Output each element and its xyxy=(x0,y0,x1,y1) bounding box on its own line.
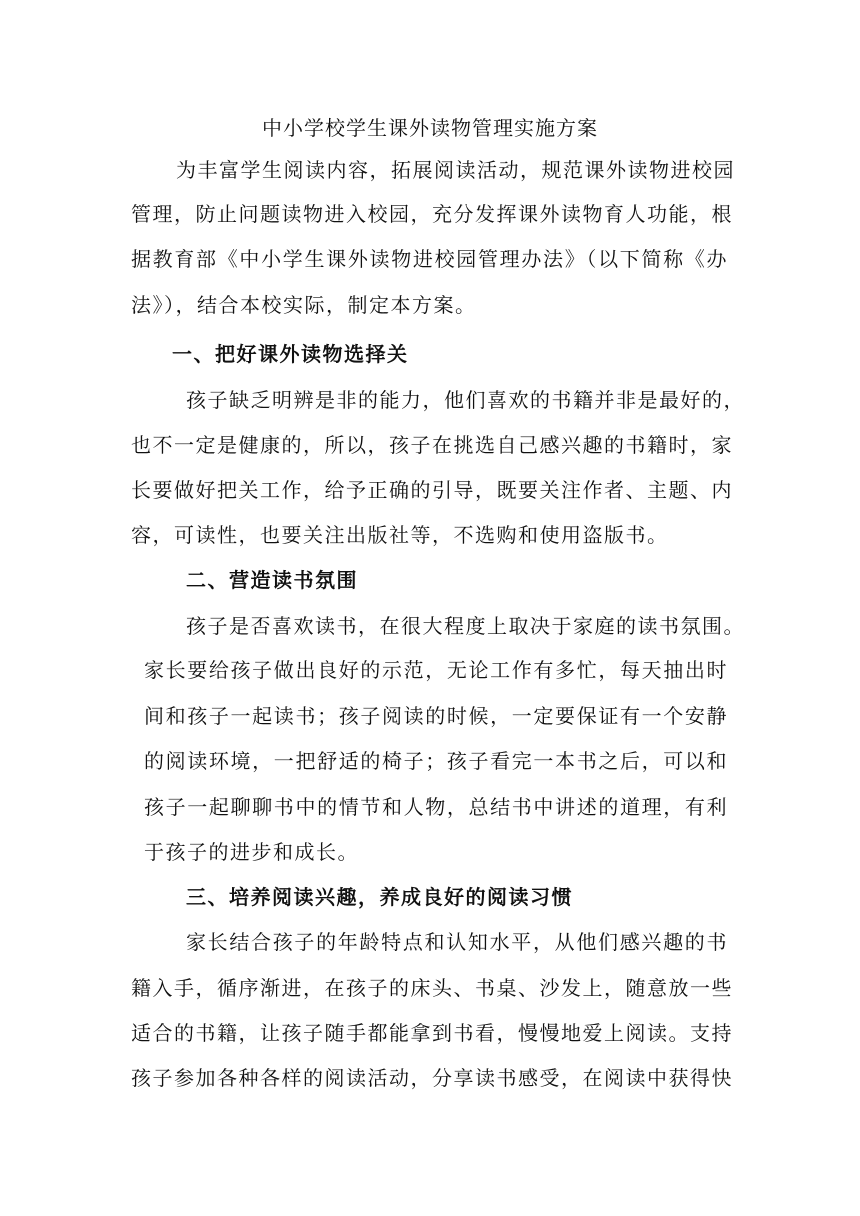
section-2-heading: 二、营造读书氛围 xyxy=(186,568,358,592)
section-2-line-3: 间和孩子一起读书；孩子阅读的时候，一定要保证有一个安静 xyxy=(144,704,728,728)
intro-line-1: 为丰富学生阅读内容，拓展阅读活动，规范课外读物进校园 xyxy=(176,158,735,182)
section-1-line-3: 长要做好把关工作，给予正确的引导，既要关注作者、主题、内 xyxy=(131,478,733,502)
section-1-line-1: 孩子缺乏明辨是非的能力，他们喜欢的书籍并非是最好的， xyxy=(186,388,745,412)
section-2-line-2: 家长要给孩子做出良好的示范，无论工作有多忙，每天抽出时 xyxy=(144,658,728,682)
section-2-line-1: 孩子是否喜欢读书，在很大程度上取决于家庭的读书氛围。 xyxy=(186,614,745,638)
section-1-line-4: 容，可读性，也要关注出版社等，不选购和使用盗版书。 xyxy=(131,523,669,547)
intro-line-3: 据教育部《中小学生课外读物进校园管理办法》（以下简称《办 xyxy=(131,247,728,271)
section-3-line-2: 籍入手，循序渐进，在孩子的床头、书桌、沙发上，随意放一些 xyxy=(131,976,733,1000)
intro-line-2: 管理，防止问题读物进入校园，充分发挥课外读物育人功能，根 xyxy=(131,202,733,226)
section-2-line-6: 于孩子的进步和成长。 xyxy=(144,840,359,864)
section-2-line-5: 孩子一起聊聊书中的情节和人物，总结书中讲述的道理，有利 xyxy=(144,795,728,819)
section-3-line-1: 家长结合孩子的年龄特点和认知水平，从他们感兴趣的书 xyxy=(186,930,728,954)
section-1-heading: 一、把好课外读物选择关 xyxy=(172,342,409,366)
document-title: 中小学校学生课外读物管理实施方案 xyxy=(262,116,598,140)
section-3-line-4: 孩子参加各种各样的阅读活动，分享读书感受，在阅读中获得快 xyxy=(131,1066,733,1090)
section-3-heading: 三、培养阅读兴趣，养成良好的阅读习惯 xyxy=(186,885,573,909)
intro-line-4: 法》），结合本校实际，制定本方案。 xyxy=(131,293,477,317)
section-3-line-3: 适合的书籍，让孩子随手都能拿到书看，慢慢地爱上阅读。支持 xyxy=(131,1021,733,1045)
section-1-line-2: 也不一定是健康的，所以，孩子在挑选自己感兴趣的书籍时，家 xyxy=(131,433,733,457)
section-2-line-4: 的阅读环境，一把舒适的椅子；孩子看完一本书之后，可以和 xyxy=(144,749,728,773)
